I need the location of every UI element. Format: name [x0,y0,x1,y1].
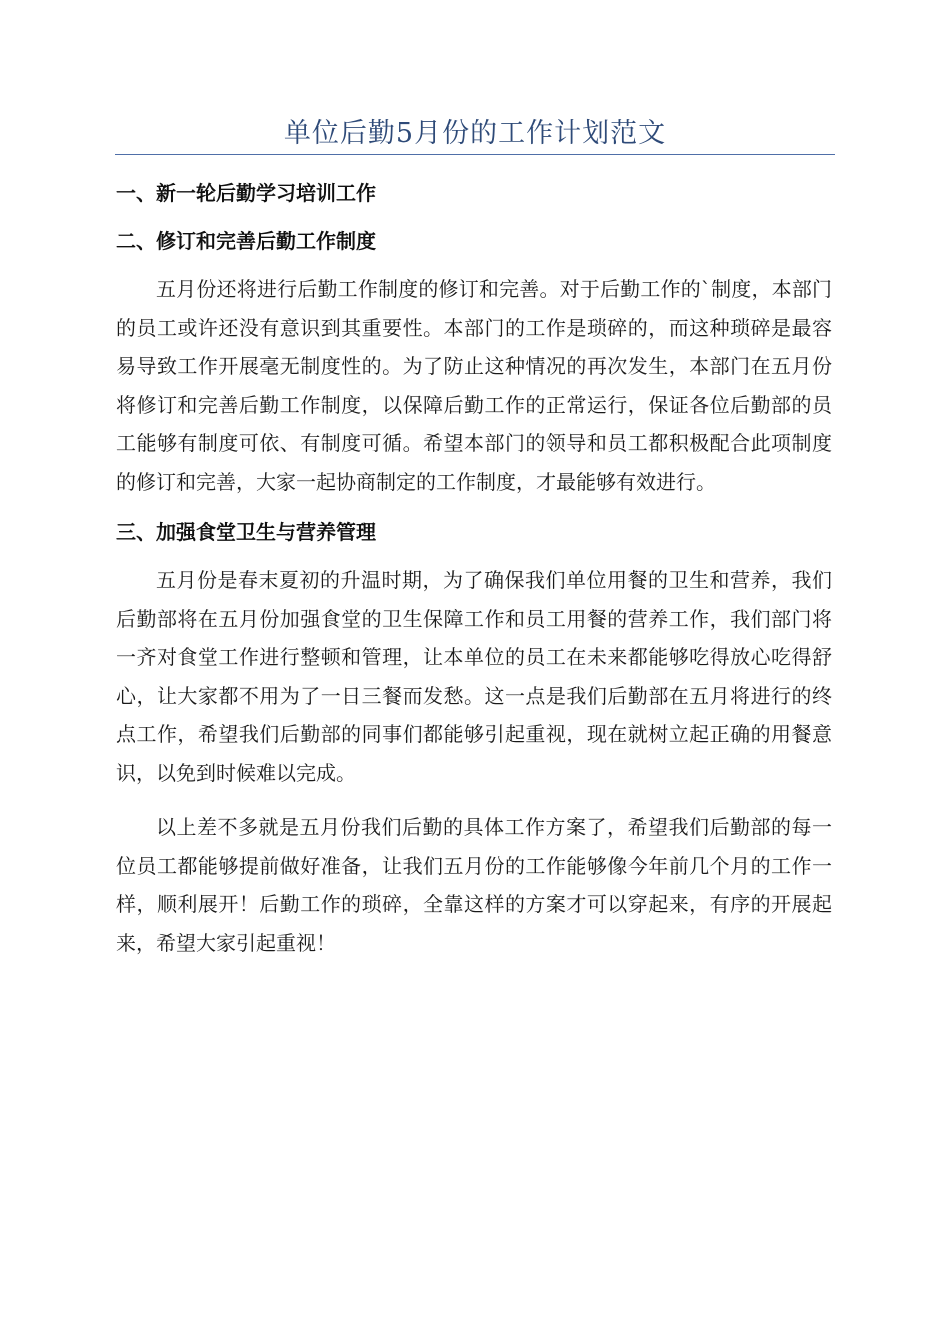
section-paragraph-2: 五月份还将进行后勤工作制度的修订和完善。对于后勤工作的`制度，本部门的员工或许还没有意识到其重要性。本部门的工作是琐碎的，而这种琐碎是最容易导致工作开展毫无制度性的。为了防止这种情况的再次发生，本部门在五月份将修订和完善后勤工作制度，以保障后勤工作的正常运行，保证各位后勤部的员工能够有制度可依、有制度可循。希望本部门的领导和员工都积极配合此项制度的修订和完善，大家一起协商制定的工作制度，才最能够有效进行。 [116,277,832,494]
section-heading-3: 三、加强食堂卫生与营养管理 [116,520,376,544]
document-title: 单位后勤5月份的工作计划范文 [283,118,667,149]
document-body [116,176,832,962]
title-underline [115,154,835,155]
section-heading-1: 一、新一轮后勤学习培训工作 [116,181,376,205]
section-heading-2: 二、修订和完善后勤工作制度 [116,229,376,253]
closing-paragraph: 以上差不多就是五月份我们后勤的具体工作方案了，希望我们后勤部的每一位员工都能够提前做好准备，让我们五月份的工作能够像今年前几个月的工作一样，顺利展开！后勤工作的琐碎，全靠这样的方案才可以穿起来，有序的开展起来，希望大家引起重视！ [116,815,832,955]
section-paragraph-3: 五月份是春末夏初的升温时期，为了确保我们单位用餐的卫生和营养，我们后勤部将在五月份加强食堂的卫生保障工作和员工用餐的营养工作，我们部门将一齐对食堂工作进行整顿和管理，让本单位的员工在未来都能够吃得放心吃得舒心，让大家都不用为了一日三餐而发愁。这一点是我们后勤部在五月将进行的终点工作，希望我们后勤部的同事们都能够引起重视，现在就树立起正确的用餐意识，以免到时候难以完成。 [116,568,832,785]
